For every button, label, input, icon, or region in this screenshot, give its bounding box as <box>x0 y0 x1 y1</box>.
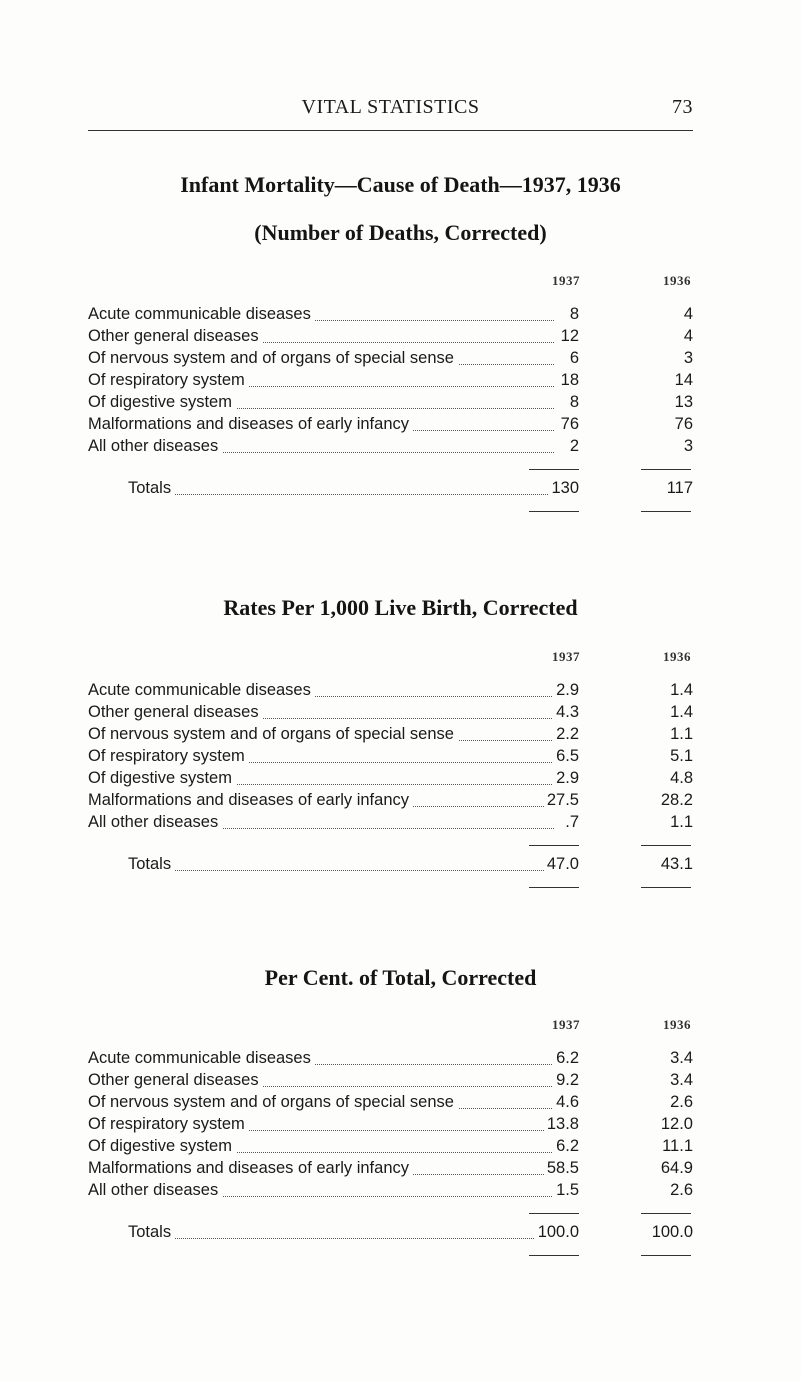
rule-1936-bottom <box>641 1255 691 1256</box>
value-1936: 3 <box>683 349 693 367</box>
rule-1937-top <box>529 845 579 846</box>
rule-1937-bottom <box>529 1255 579 1256</box>
running-head <box>88 96 693 131</box>
total-1937: 100.0 <box>535 1223 579 1242</box>
value-1937: 6 <box>567 349 579 368</box>
section3-table <box>88 1017 693 1277</box>
table-row <box>88 1071 693 1095</box>
value-1936: 76 <box>674 415 693 433</box>
totals-label: Totals <box>128 855 175 874</box>
row-label: Other general diseases <box>88 1071 263 1090</box>
table-row <box>88 393 693 417</box>
section1-subtitle: (Number of Deaths, Corrected) <box>254 220 547 245</box>
row-label: Malformations and diseases of early infancy <box>88 1159 413 1178</box>
rule-1936-top <box>641 1213 691 1214</box>
row-label: Malformations and diseases of early infancy <box>88 415 413 434</box>
value-1936: 5.1 <box>670 747 693 765</box>
rule-1937-bottom <box>529 511 579 512</box>
value-1937: 58.5 <box>544 1159 579 1178</box>
value-1936: 28.2 <box>660 791 693 809</box>
value-1937: 2.2 <box>553 725 579 744</box>
row-label: Other general diseases <box>88 703 263 722</box>
rule-1936-bottom <box>641 887 691 888</box>
value-1937: .7 <box>562 813 579 832</box>
value-1937: 2 <box>567 437 579 456</box>
leader-dots <box>128 1238 554 1239</box>
section3-title: Per Cent. of Total, Corrected <box>264 965 537 990</box>
value-1936: 13 <box>674 393 693 411</box>
total-1937: 47.0 <box>544 855 579 874</box>
value-1937: 6.5 <box>553 747 579 766</box>
leader-dots <box>128 494 554 495</box>
total-1936: 43.1 <box>660 855 693 873</box>
page-number: 73 <box>672 96 693 118</box>
value-1937: 8 <box>567 393 579 412</box>
running-head-title: VITAL STATISTICS <box>301 96 480 118</box>
value-1936: 11.1 <box>662 1137 693 1155</box>
table-row <box>88 1181 693 1205</box>
rule-1937-top <box>529 1213 579 1214</box>
table-row <box>88 769 693 793</box>
table-row <box>88 305 693 329</box>
value-1936: 4 <box>683 327 693 345</box>
table-row <box>88 791 693 815</box>
value-1936: 64.9 <box>660 1159 693 1177</box>
row-label: Of nervous system and of organs of special sense <box>88 1093 458 1112</box>
row-label: Of digestive system <box>88 393 236 412</box>
table-row <box>88 1049 693 1073</box>
value-1937: 8 <box>567 305 579 324</box>
rule-1936-bottom <box>641 511 691 512</box>
section2-table <box>88 649 693 909</box>
table-row <box>88 1115 693 1139</box>
totals-label: Totals <box>128 479 175 498</box>
table-row <box>88 681 693 705</box>
row-label: All other diseases <box>88 437 222 456</box>
value-1937: 6.2 <box>553 1049 579 1068</box>
value-1937: 2.9 <box>553 769 579 788</box>
value-1937: 18 <box>558 371 579 390</box>
table-row <box>88 349 693 373</box>
value-1936: 1.1 <box>670 813 693 831</box>
row-label: Of respiratory system <box>88 371 249 390</box>
value-1937: 13.8 <box>544 1115 579 1134</box>
row-label: Of digestive system <box>88 769 236 788</box>
rule-1937-top <box>529 469 579 470</box>
value-1937: 6.2 <box>553 1137 579 1156</box>
section1-title: Infant Mortality—Cause of Death—1937, 1936 <box>180 172 621 197</box>
table-row <box>88 415 693 439</box>
total-1936: 117 <box>666 479 693 497</box>
section2-title: Rates Per 1,000 Live Birth, Corrected <box>223 595 578 620</box>
row-label: Acute communicable diseases <box>88 1049 315 1068</box>
value-1936: 4.8 <box>670 769 693 787</box>
row-label: Malformations and diseases of early infancy <box>88 791 413 810</box>
row-label: Of digestive system <box>88 1137 236 1156</box>
value-1936: 4 <box>683 305 693 323</box>
section1-table <box>88 273 693 533</box>
totals-row <box>88 479 693 503</box>
row-label: Of nervous system and of organs of special sense <box>88 349 458 368</box>
row-label: Of nervous system and of organs of special sense <box>88 725 458 744</box>
table-row <box>88 327 693 351</box>
value-1937: 4.3 <box>553 703 579 722</box>
value-1937: 76 <box>558 415 579 434</box>
value-1937: 1.5 <box>553 1181 579 1200</box>
col-header-1937: 1937 <box>552 649 580 664</box>
value-1936: 2.6 <box>670 1181 693 1199</box>
total-1936: 100.0 <box>651 1223 693 1241</box>
row-label: All other diseases <box>88 813 222 832</box>
row-label: Other general diseases <box>88 327 263 346</box>
value-1936: 3 <box>683 437 693 455</box>
table-row <box>88 1159 693 1183</box>
table-row <box>88 747 693 771</box>
value-1936: 3.4 <box>670 1049 693 1067</box>
value-1936: 1.1 <box>670 725 693 743</box>
rule-1936-top <box>641 845 691 846</box>
totals-row <box>88 1223 693 1247</box>
value-1936: 1.4 <box>670 703 693 721</box>
table-row <box>88 437 693 461</box>
value-1936: 2.6 <box>670 1093 693 1111</box>
value-1937: 2.9 <box>553 681 579 700</box>
col-header-1937: 1937 <box>552 273 580 288</box>
value-1937: 27.5 <box>544 791 579 810</box>
rule-1936-top <box>641 469 691 470</box>
row-label: All other diseases <box>88 1181 222 1200</box>
total-1937: 130 <box>548 479 579 498</box>
row-label: Acute communicable diseases <box>88 681 315 700</box>
value-1937: 4.6 <box>553 1093 579 1112</box>
table-row <box>88 1137 693 1161</box>
totals-label: Totals <box>128 1223 175 1242</box>
col-header-1936: 1936 <box>663 1017 691 1032</box>
table-row <box>88 703 693 727</box>
value-1936: 14 <box>674 371 693 389</box>
table-row <box>88 813 693 837</box>
leader-dots <box>128 870 554 871</box>
row-label: Of respiratory system <box>88 1115 249 1134</box>
value-1936: 3.4 <box>670 1071 693 1089</box>
col-header-1937: 1937 <box>552 1017 580 1032</box>
value-1936: 1.4 <box>670 681 693 699</box>
value-1937: 9.2 <box>553 1071 579 1090</box>
table-row <box>88 371 693 395</box>
table-row <box>88 1093 693 1117</box>
totals-row <box>88 855 693 879</box>
rule-1937-bottom <box>529 887 579 888</box>
col-header-1936: 1936 <box>663 649 691 664</box>
col-header-1936: 1936 <box>663 273 691 288</box>
row-label: Acute communicable diseases <box>88 305 315 324</box>
table-row <box>88 725 693 749</box>
value-1937: 12 <box>558 327 579 346</box>
row-label: Of respiratory system <box>88 747 249 766</box>
value-1936: 12.0 <box>660 1115 693 1133</box>
